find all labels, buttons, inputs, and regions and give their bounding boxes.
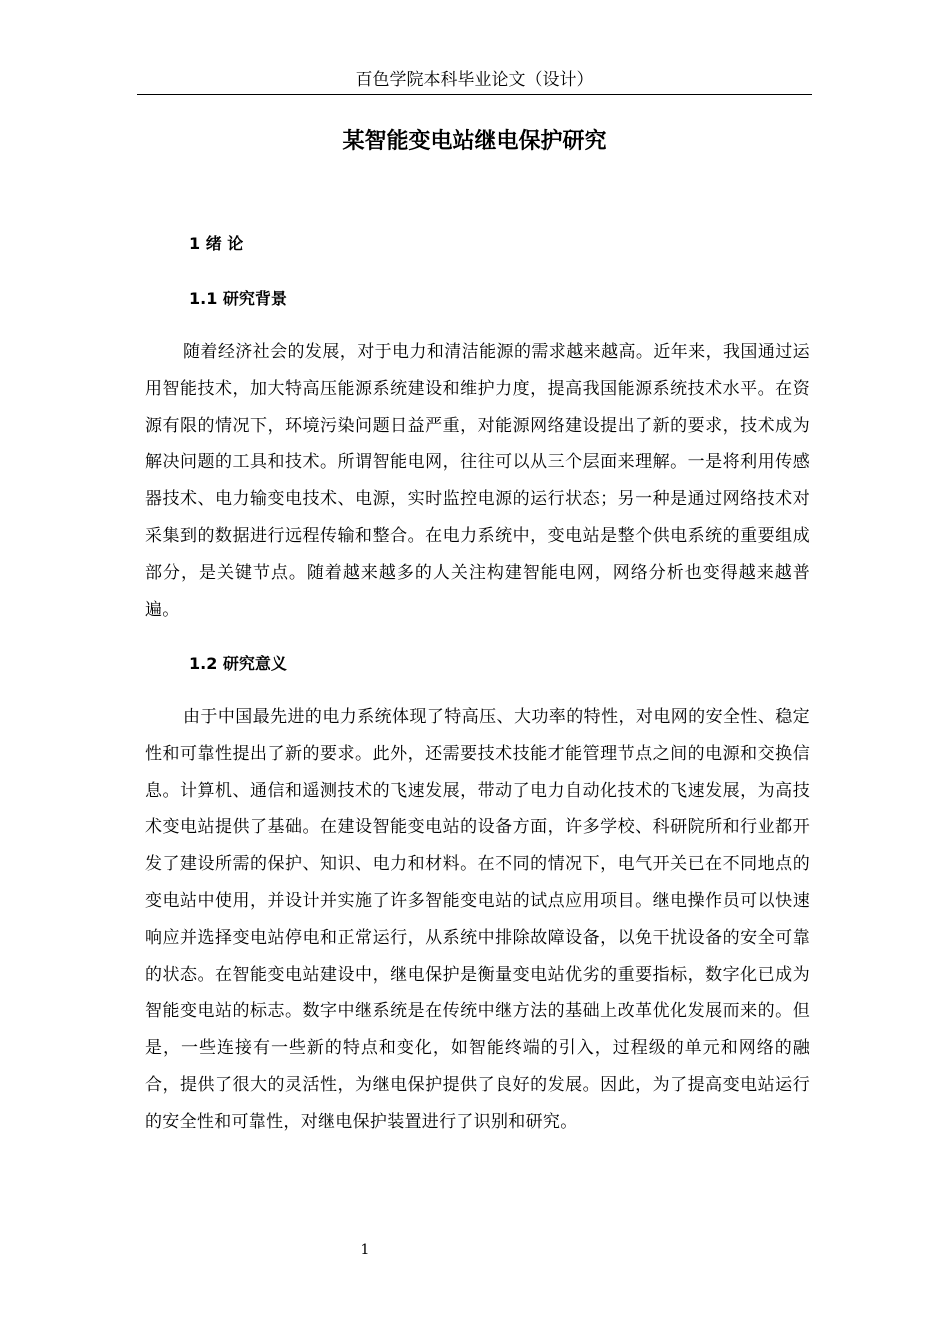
paragraph-research-significance: 由于中国最先进的电力系统体现了特高压、大功率的特性，对电网的安全性、稳定性和可靠性提出了新的要求。此外，还需要技术技能才能管理节点之间的电源和交换信息。计算机、通信和遥测技术的飞速发展，带动了电力自动化技术的飞速发展，为高技术变电站提供了基础。在建设智能变电站的设备方面，许多学校、科研院所和行业都开发了建设所需的保护、知识、电力和材料。在不同的情况下，电气开关已在不同地点的变电站中使用，并设计并实施了许多智能变电站的试点应用项目。继电操作员可以快速响应并选择变电站停电和正常运行，从系统中排除故障设备，以免干扰设备的安全可靠的状态。在智能变电站建设中，继电保护是衡量变电站优劣的重要指标，数字化已成为智能变电站的标志。数字中继系统是在传统中继方法的基础上改革优化发展而来的。但是，一些连接有一些新的特点和变化，如智能终端的引入，过程级的单元和网络的融合，提供了很大的灵活性，为继电保护提供了良好的发展。因此，为了提高变电站运行的安全性和可靠性，对继电保护装置进行了识别和研究。 (145, 707, 810, 1132)
page-number: 1 (360, 1242, 370, 1258)
running-header: 百色学院本科毕业论文（设计） (137, 66, 812, 95)
section-heading-1-2: 1.2 研究意义 (189, 654, 287, 673)
section-heading-1-1: 1.1 研究背景 (189, 289, 287, 308)
document-title: 某智能变电站继电保护研究 (342, 129, 607, 154)
paragraph-research-background: 随着经济社会的发展，对于电力和清洁能源的需求越来越高。近年来，我国通过运用智能技术，加大特高压能源系统建设和维护力度，提高我国能源系统技术水平。在资源有限的情况下，环境污染问题日益严重，对能源网络建设提出了新的要求，技术成为解决问题的工具和技术。所谓智能电网，往往可以从三个层面来理解。一是将利用传感器技术、电力输变电技术、电源，实时监控电源的运行状态；另一种是通过网络技术对采集到的数据进行远程传输和整合。在电力系统中，变电站是整个供电系统的重要组成部分，是关键节点。随着越来越多的人关注构建智能电网，网络分析也变得越来越普遍。 (145, 342, 810, 620)
chapter-heading: 1 绪 论 (189, 234, 244, 253)
